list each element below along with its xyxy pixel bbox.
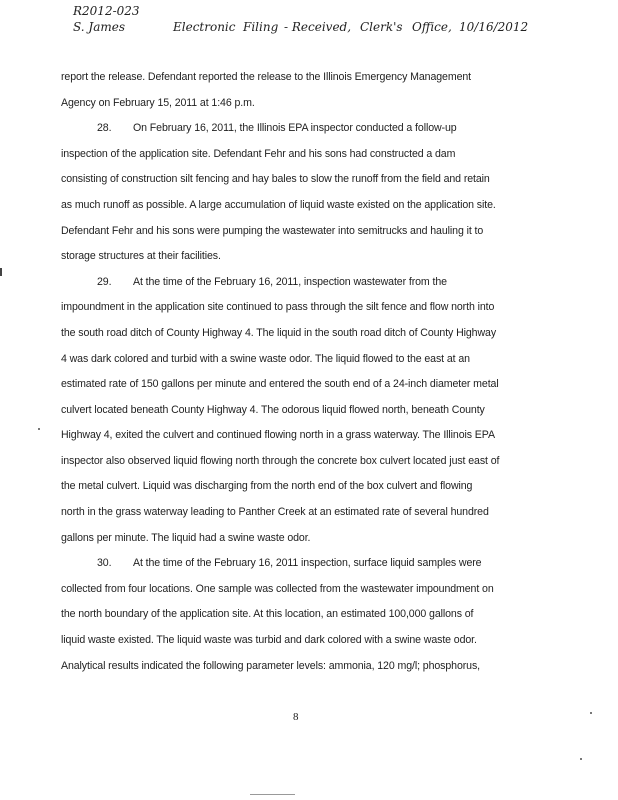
scan-speck xyxy=(590,712,592,714)
body-line: as much runoff as possible. A large accumulation of liquid waste existed on the application site. xyxy=(61,199,496,211)
body-line: impoundment in the application site continued to pass through the silt fence and flow north into xyxy=(61,301,495,313)
body-line: collected from four locations. One sample was collected from the wastewater impoundment on xyxy=(61,583,494,595)
body-line: inspector also observed liquid flowing north through the concrete box culvert located just east of xyxy=(61,455,500,467)
stamp-signer: S. James xyxy=(73,20,126,34)
body-line: Highway 4, exited the culvert and continued flowing north in a grass waterway. The Illinois EPA xyxy=(61,429,495,441)
body-line: the north boundary of the application site. At this location, an estimated 100,000 gallons of xyxy=(61,608,474,620)
body-line: estimated rate of 150 gallons per minute and entered the south end of a 24-inch diameter metal xyxy=(61,378,499,390)
document-id: R2012-023 xyxy=(73,4,140,18)
body-line: Agency on February 15, 2011 at 1:46 p.m. xyxy=(61,97,255,109)
paragraph-number: 28. xyxy=(97,122,112,134)
stamp-clerks: Clerk's xyxy=(360,20,403,34)
scan-speck xyxy=(38,428,40,430)
body-line: Analytical results indicated the following parameter levels: ammonia, 120 mg/l; phosphorus, xyxy=(61,660,480,672)
body-line: the metal culvert. Liquid was discharging from the north end of the box culvert and flowing xyxy=(61,480,473,492)
body-line: liquid waste existed. The liquid waste was turbid and dark colored with a swine waste odor. xyxy=(61,634,477,646)
body-line: inspection of the application site. Defendant Fehr and his sons had constructed a dam xyxy=(61,148,456,160)
stamp-date: 10/16/2012 xyxy=(459,20,529,34)
stamp-electronic: Electronic xyxy=(173,20,236,34)
scan-edge-mark xyxy=(250,794,295,795)
body-line: consisting of construction silt fencing and hay bales to slow the runoff from the field and retain xyxy=(61,173,490,185)
body-line: At the time of the February 16, 2011, inspection wastewater from the xyxy=(133,276,447,288)
page-number: 8 xyxy=(293,711,299,723)
body-line: On February 16, 2011, the Illinois EPA inspector conducted a follow-up xyxy=(133,122,457,134)
body-line: 4 was dark colored and turbid with a swine waste odor. The liquid flowed to the east at an xyxy=(61,353,470,365)
body-line: the south road ditch of County Highway 4. The liquid in the south road ditch of County Highway xyxy=(61,327,497,339)
body-line: Defendant Fehr and his sons were pumping the wastewater into semitrucks and hauling it to xyxy=(61,225,484,237)
body-line: north in the grass waterway leading to Panther Creek at an estimated rate of several hundred xyxy=(61,506,489,518)
scan-speck xyxy=(580,758,582,760)
body-line: report the release. Defendant reported the release to the Illinois Emergency Management xyxy=(61,71,471,83)
stamp-office: Office, xyxy=(412,20,452,34)
paragraph-number: 30. xyxy=(97,557,112,569)
body-line: culvert located beneath County Highway 4. The odorous liquid flowed north, beneath County xyxy=(61,404,485,416)
body-line: At the time of the February 16, 2011 inspection, surface liquid samples were xyxy=(133,557,482,569)
stamp-filing: Filing xyxy=(243,20,279,34)
paragraph-number: 29. xyxy=(97,276,112,288)
body-line: storage structures at their facilities. xyxy=(61,250,221,262)
body-line: gallons per minute. The liquid had a swine waste odor. xyxy=(61,532,311,544)
scan-artifact xyxy=(0,268,2,276)
stamp-received: - Received, xyxy=(284,20,352,34)
